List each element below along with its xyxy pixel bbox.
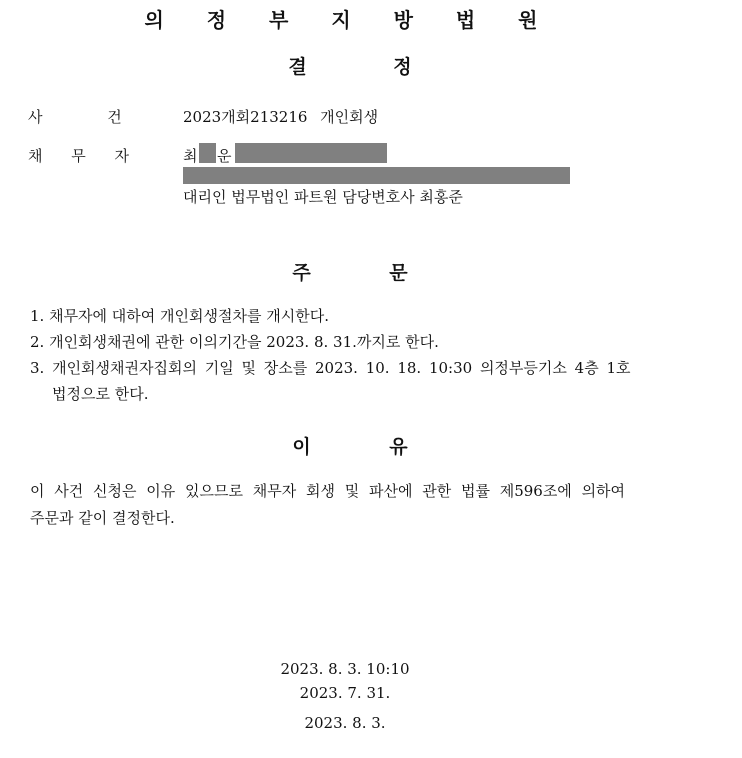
debtor-address-redaction-2 — [183, 167, 570, 184]
reason-heading-text: 이 유 — [292, 436, 408, 458]
court-title-text: 의 정 부 지 방 법 원 — [144, 8, 556, 32]
date-3: 2023. 8. 3. — [304, 714, 386, 732]
court-title — [0, 4, 700, 33]
agent-text: 대리인 법무법인 파트원 담당변호사 최홍준 — [183, 188, 463, 206]
debtor-name-first: 최 — [183, 147, 198, 165]
debtor-name-redaction — [199, 143, 216, 163]
order-item-1: 1. 채무자에 대하여 개인회생절차를 개시한다. — [30, 307, 329, 325]
date-2-clipped — [0, 684, 690, 703]
date-1: 2023. 8. 3. 10:10 — [280, 660, 410, 678]
order-item-3-continued: 법정으로 한다. — [52, 385, 149, 403]
order-item-2: 2. 개인회생채권에 관한 이의기간을 2023. 8. 31.까지로 한다. — [30, 333, 439, 351]
debtor-name-last: 운 — [217, 147, 232, 165]
decision-title-text: 결 정 — [288, 56, 412, 78]
order-heading-text: 주 문 — [292, 262, 408, 284]
debtor-label: 채 무 자 — [28, 147, 130, 165]
debtor-address-redaction — [235, 143, 387, 163]
case-value: 2023개회213216 개인회생 — [183, 108, 379, 126]
case-label: 사 건 — [28, 108, 122, 126]
order-heading — [0, 258, 700, 285]
reason-line-2: 주문과 같이 결정한다. — [30, 509, 175, 527]
reason-heading — [0, 432, 700, 459]
decision-title — [0, 52, 700, 79]
date-3-clipped — [0, 714, 690, 732]
date-2: 2023. 7. 31. — [299, 684, 391, 702]
reason-line-1: 이 사건 신청은 이유 있으므로 채무자 회생 및 파산에 관한 법률 제596조에 의하여 — [30, 482, 626, 500]
order-item-3: 3. 개인회생채권자집회의 기일 및 장소를 2023. 10. 18. 10:30 의정부등기소 4층 1호 — [30, 359, 631, 377]
